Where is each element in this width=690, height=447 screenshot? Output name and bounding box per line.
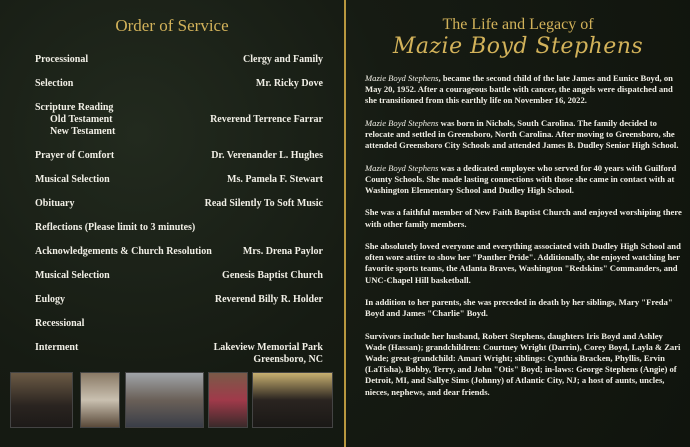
obituary-heading: The Life and Legacy of: [442, 16, 594, 33]
item-value: Clergy and Family: [243, 54, 323, 65]
family-photo: [80, 372, 120, 428]
item-label: Interment: [35, 342, 79, 353]
item-label: Processional: [35, 54, 89, 65]
item-value: Reverend Billy R. Holder: [214, 294, 323, 305]
order-of-service-title: Order of Service: [115, 16, 229, 35]
item-label: Recessional: [35, 318, 85, 329]
item-label: Musical Selection: [35, 270, 110, 281]
item-label: Reflections (Please limit to 3 minutes): [35, 222, 196, 233]
service-item: [35, 270, 323, 282]
family-photo: [10, 372, 73, 428]
service-item: [35, 294, 323, 306]
item-value: Read Silently To Soft Music: [204, 198, 323, 209]
service-item: [35, 78, 323, 90]
paragraph: She absolutely loved everyone and everything associated with Dudley High School and often wore attire to show her "Panther Pride". Additionally, she enjoyed watching her favorite sports teams, the Atlanta Braves, Washington "Redskins" Commanders, and UNC-Chapel Hill basketball.: [365, 240, 681, 285]
item-value: Greensboro, NC: [253, 354, 323, 365]
name-script: Mazie Boyd Stephens: [365, 117, 439, 128]
item-sublabel: Old Testament: [50, 114, 113, 125]
paragraph: In addition to her parents, she was preceded in death by her siblings, Mary "Freda" Boyd and James "Charlie" Boyd.: [365, 296, 673, 319]
service-item: [35, 246, 323, 258]
family-photo: [208, 372, 248, 428]
obituary-text: [365, 73, 683, 409]
item-label: Prayer of Comfort: [35, 150, 115, 161]
name-script: Mazie Boyd Stephens: [365, 73, 439, 83]
paragraph-text: was a dedicated employee who served for 40 years with Guilford County Schools. She made lasting connections with those she came in contact with at Washington Elementary School and Dudley High School.: [365, 162, 677, 195]
item-value-group: [214, 342, 323, 366]
item-value: Genesis Baptist Church: [222, 270, 323, 281]
service-item: [35, 174, 323, 186]
item-value: Reverend Terrence Farrar: [210, 114, 323, 125]
item-label: Selection: [35, 78, 74, 89]
obituary-panel: [346, 0, 690, 447]
service-item: [35, 222, 323, 234]
paragraph: [365, 118, 683, 152]
item-label: Acknowledgements & Church Resolution: [35, 246, 212, 257]
service-item: [35, 102, 323, 138]
item-label-group: [35, 102, 115, 138]
item-label: Eulogy: [35, 294, 66, 305]
service-item: [35, 342, 323, 366]
service-item: [35, 54, 323, 66]
item-value: Mrs. Drena Paylor: [242, 246, 323, 257]
service-item: [35, 198, 323, 210]
item-value: Ms. Pamela F. Stewart: [227, 174, 323, 185]
deceased-name: Mazie Boyd Stephens: [392, 34, 644, 59]
paragraph-text: , became the second child of the late James and Eunice Boyd, on May 20, 1952. After a courageous battle with cancer, the angels were dispatched and she transitioned from this earthly life on November 16, 2022.: [365, 73, 673, 106]
family-photo: [252, 372, 333, 428]
item-label: Obituary: [35, 198, 75, 209]
service-item: [35, 150, 323, 162]
item-value: Mr. Ricky Dove: [255, 78, 323, 89]
service-item: [35, 318, 323, 330]
item-value: Lakeview Memorial Park: [213, 342, 323, 353]
paragraph: [365, 73, 683, 107]
paragraph: Survivors include her husband, Robert Stephens, daughters Iris Boyd and Ashley Wade (Hassan); grandchildren: Courtney Wright (Darrin), Corey Boyd, Layla & Zari Wade; great-grandchild: Amari Wright; siblings: Cynthia Bracken, Phyllis, Ervin (LaTisha), Bobby, Terry, and John "Otis" Boyd; in-laws: George Stephens (Angie) of Detroit, MI, and Sallye Sims (Johnny) of Atlantic City, NJ; a host of aunts, uncles, nieces, nephews, and dear friends.: [365, 330, 681, 397]
item-sublabel: New Testament: [50, 126, 116, 137]
item-value: Dr. Verenander L. Hughes: [211, 150, 323, 161]
item-label: Scripture Reading: [35, 102, 114, 113]
item-label: Musical Selection: [35, 174, 110, 185]
order-of-service-panel: [0, 0, 344, 447]
paragraph-text: was born in Nichols, South Carolina. The family decided to relocate and settled in Greensboro, North Carolina. After moving to Greensboro, she attended Greensboro City Schools and attended James B. Dudley Senior High School.: [365, 117, 679, 151]
name-script: Mazie Boyd Stephens: [365, 162, 439, 173]
family-photo: [125, 372, 204, 428]
paragraph: She was a faithful member of New Faith Baptist Church and enjoyed worshiping there with other family members.: [365, 207, 682, 229]
paragraph: [365, 163, 683, 197]
